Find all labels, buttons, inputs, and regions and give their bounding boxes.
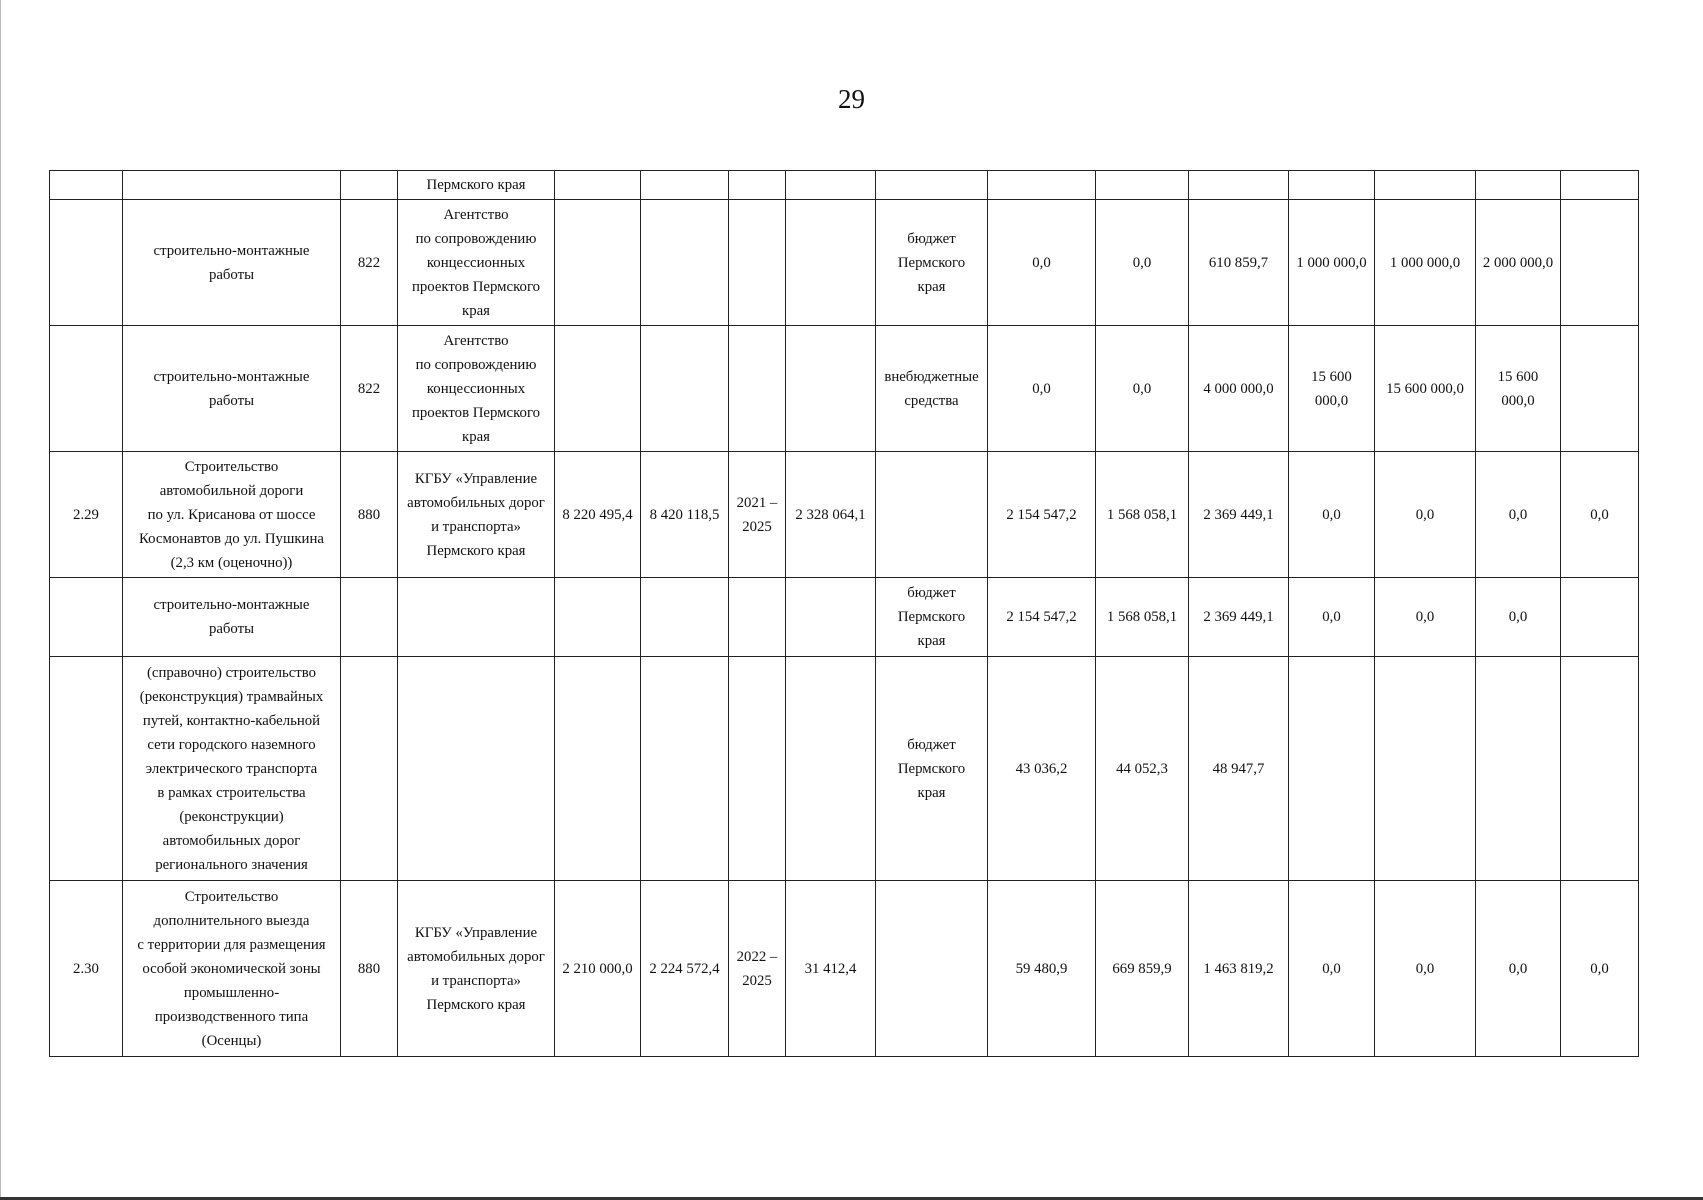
year4-cell: 0,0 [1289,452,1375,578]
description-cell: строительно-монтажные работы [123,200,341,326]
description-cell: (справочно) строительство (реконструкция) трамвайных путей, контактно-кабельной сети городского наземного электрического транспорта в рамках строительства (реконструкции) автомобильных дорог регионального значения [123,657,341,881]
year6-cell: 0,0 [1476,881,1561,1057]
cost-cell [555,657,641,881]
year6-cell: 0,0 [1476,578,1561,657]
year5-cell: 0,0 [1375,881,1476,1057]
year1-cell: 43 036,2 [988,657,1096,881]
year4-cell: 1 000 000,0 [1289,200,1375,326]
year2-cell: 44 052,3 [1096,657,1189,881]
cost-cell [555,578,641,657]
code-cell: 880 [341,881,398,1057]
year5-cell [1375,171,1476,200]
executor-cell: Пермского края [398,171,555,200]
year3-cell: 610 859,7 [1189,200,1289,326]
year2-cell: 669 859,9 [1096,881,1189,1057]
cost-cell [555,200,641,326]
code-cell: 880 [341,452,398,578]
table-row [50,200,1639,326]
extra-cell [1561,578,1639,657]
year5-cell: 15 600 000,0 [1375,326,1476,452]
year2-cell: 1 568 058,1 [1096,452,1189,578]
year3-cell [1189,171,1289,200]
table-row [50,657,1639,881]
extra-cell [1561,171,1639,200]
year5-cell: 0,0 [1375,578,1476,657]
source-cell [876,881,988,1057]
source-cell [876,171,988,200]
year4-cell: 15 600 000,0 [1289,326,1375,452]
period-cell [729,171,786,200]
extra-cell [1561,657,1639,881]
cost2-cell [641,200,729,326]
year6-cell [1476,171,1561,200]
executor-cell [398,657,555,881]
year4-cell [1289,171,1375,200]
period-cell [729,326,786,452]
page-number: 29 [838,84,865,114]
executor-cell: Агентство по сопровождению концессионных проектов Пермского края [398,326,555,452]
year3-cell: 1 463 819,2 [1189,881,1289,1057]
executor-cell: КГБУ «Управление автомобильных дорог и транспорта» Пермского края [398,452,555,578]
spent-cell: 31 412,4 [786,881,876,1057]
year4-cell [1289,657,1375,881]
executor-cell: Агентство по сопровождению концессионных проектов Пермского края [398,200,555,326]
cost2-cell [641,578,729,657]
code-cell: 822 [341,200,398,326]
source-cell: бюджет Пермского края [876,657,988,881]
table-row [50,881,1639,1057]
code-cell [341,171,398,200]
executor-cell: КГБУ «Управление автомобильных дорог и транспорта» Пермского края [398,881,555,1057]
year3-cell: 2 369 449,1 [1189,452,1289,578]
description-cell: строительно-монтажные работы [123,326,341,452]
year1-cell [988,171,1096,200]
period-cell: 2022 – 2025 [729,881,786,1057]
extra-cell: 0,0 [1561,452,1639,578]
year1-cell: 0,0 [988,326,1096,452]
year4-cell: 0,0 [1289,881,1375,1057]
year3-cell: 2 369 449,1 [1189,578,1289,657]
year3-cell: 4 000 000,0 [1189,326,1289,452]
description-cell: Строительство автомобильной дороги по ул. Крисанова от шоссе Космонавтов до ул. Пушкина (2,3 км (оценочно)) [123,452,341,578]
year6-cell: 15 600 000,0 [1476,326,1561,452]
row-number-cell [50,578,123,657]
period-cell [729,200,786,326]
cost-cell: 2 210 000,0 [555,881,641,1057]
period-cell: 2021 – 2025 [729,452,786,578]
cost-cell [555,171,641,200]
spent-cell [786,326,876,452]
budget-table [49,170,1639,1057]
year6-cell [1476,657,1561,881]
year2-cell: 1 568 058,1 [1096,578,1189,657]
description-cell [123,171,341,200]
year5-cell: 1 000 000,0 [1375,200,1476,326]
source-cell [876,452,988,578]
extra-cell [1561,326,1639,452]
code-cell: 822 [341,326,398,452]
year4-cell: 0,0 [1289,578,1375,657]
year1-cell: 0,0 [988,200,1096,326]
cost2-cell: 8 420 118,5 [641,452,729,578]
table-row [50,578,1639,657]
year5-cell: 0,0 [1375,452,1476,578]
table-row [50,326,1639,452]
page-edge-line [0,0,1,1200]
year5-cell [1375,657,1476,881]
cost2-cell [641,657,729,881]
row-number-cell [50,171,123,200]
year1-cell: 59 480,9 [988,881,1096,1057]
year3-cell: 48 947,7 [1189,657,1289,881]
year1-cell: 2 154 547,2 [988,452,1096,578]
year2-cell: 0,0 [1096,200,1189,326]
description-cell: строительно-монтажные работы [123,578,341,657]
source-cell: внебюджетные средства [876,326,988,452]
row-number-cell: 2.30 [50,881,123,1057]
row-number-cell [50,657,123,881]
table-row [50,171,1639,200]
year6-cell: 0,0 [1476,452,1561,578]
period-cell [729,657,786,881]
spent-cell [786,657,876,881]
year2-cell: 0,0 [1096,326,1189,452]
row-number-cell [50,200,123,326]
period-cell [729,578,786,657]
row-number-cell: 2.29 [50,452,123,578]
cost-cell [555,326,641,452]
description-cell: Строительство дополнительного выезда с территории для размещения особой экономической зоны промышленно- производственного типа (Осенцы) [123,881,341,1057]
year1-cell: 2 154 547,2 [988,578,1096,657]
row-number-cell [50,326,123,452]
code-cell [341,578,398,657]
code-cell [341,657,398,881]
cost-cell: 8 220 495,4 [555,452,641,578]
source-cell: бюджет Пермского края [876,200,988,326]
spent-cell: 2 328 064,1 [786,452,876,578]
table-row [50,452,1639,578]
cost2-cell [641,326,729,452]
source-cell: бюджет Пермского края [876,578,988,657]
year6-cell: 2 000 000,0 [1476,200,1561,326]
executor-cell [398,578,555,657]
cost2-cell [641,171,729,200]
table-body [50,171,1639,1057]
cost2-cell: 2 224 572,4 [641,881,729,1057]
spent-cell [786,171,876,200]
extra-cell [1561,200,1639,326]
spent-cell [786,200,876,326]
year2-cell [1096,171,1189,200]
extra-cell: 0,0 [1561,881,1639,1057]
spent-cell [786,578,876,657]
